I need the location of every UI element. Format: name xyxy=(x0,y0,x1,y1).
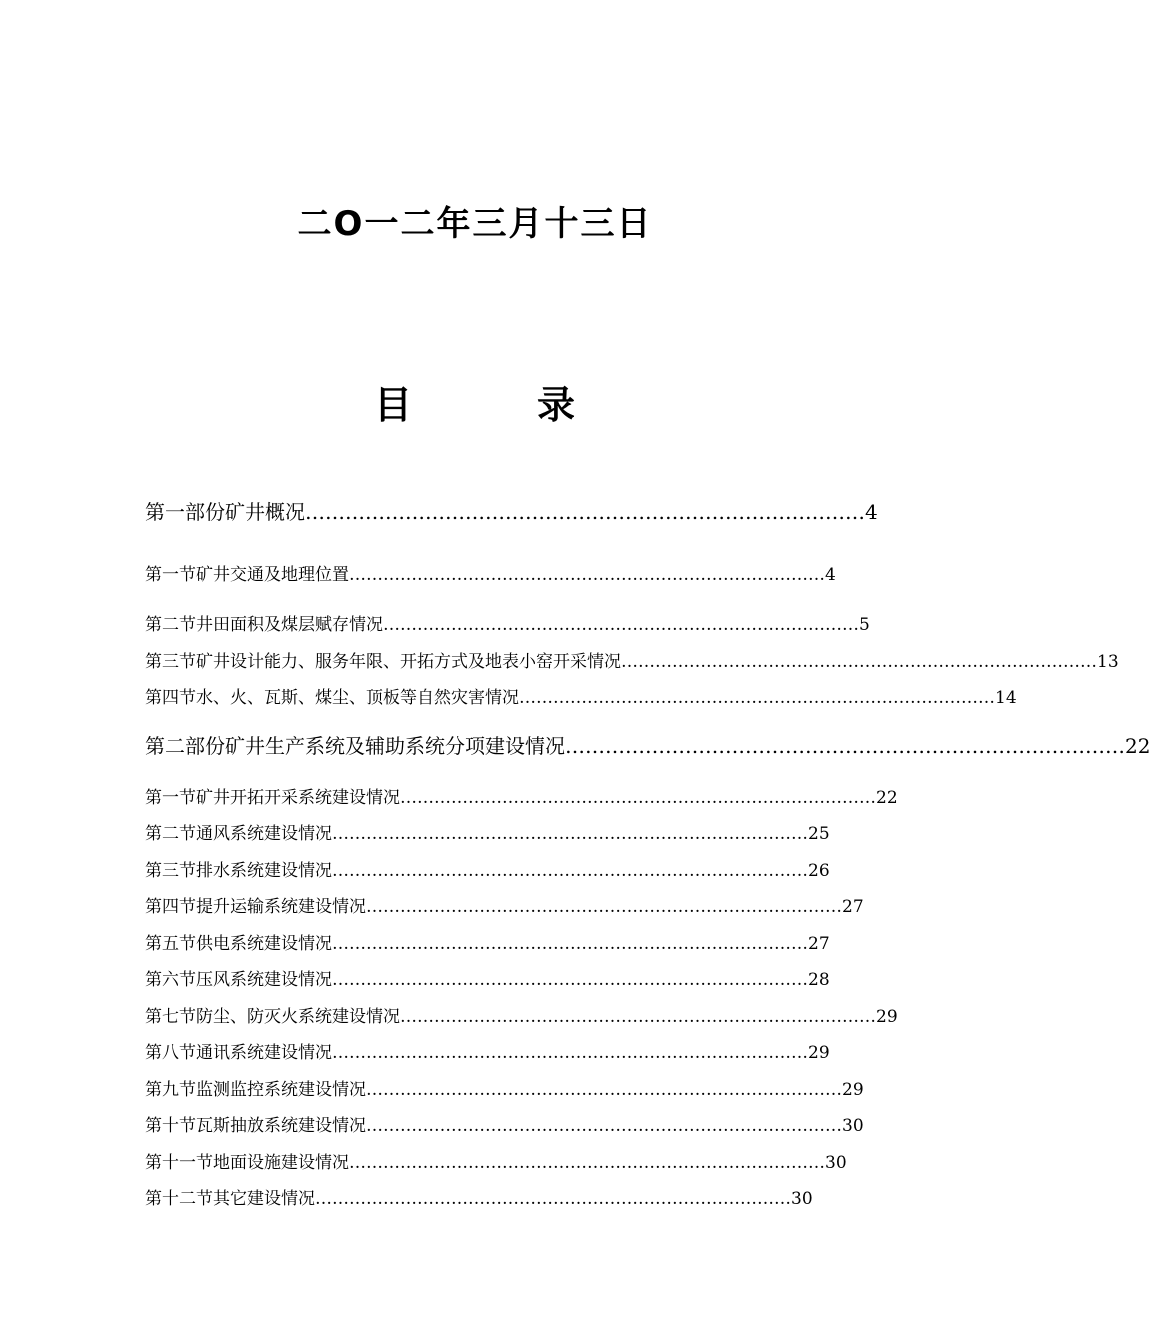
toc-leader-dots: ………………………………………………………………………… xyxy=(315,1189,791,1209)
toc-entry-title: 矿井概况 xyxy=(225,500,305,524)
toc-page-number: 30 xyxy=(825,1153,847,1173)
toc-entry-title: 通讯系统建设情况 xyxy=(196,1043,332,1063)
toc-section-row xyxy=(145,786,898,810)
toc-leader-dots: ………………………………………………………………………… xyxy=(305,500,865,524)
toc-heading xyxy=(0,380,950,430)
toc-leader-dots: ………………………………………………………………………… xyxy=(332,970,808,990)
toc-page-number: 14 xyxy=(995,688,1017,708)
toc-entry-title: 其它建设情况 xyxy=(213,1189,315,1209)
toc-section-label: 第五节 xyxy=(145,934,196,954)
toc-section-row xyxy=(145,1078,864,1102)
toc-entry-title: 矿井开拓开采系统建设情况 xyxy=(196,788,400,808)
toc-section-row xyxy=(145,1005,898,1029)
toc-leader-dots: ………………………………………………………………………… xyxy=(519,688,995,708)
toc-leader-dots: ………………………………………………………………………… xyxy=(349,565,825,585)
toc-section-row xyxy=(145,613,870,637)
toc-section-label: 第三节 xyxy=(145,861,196,881)
toc-leader-dots: ………………………………………………………………………… xyxy=(366,1080,842,1100)
toc-entry-title: 通风系统建设情况 xyxy=(196,824,332,844)
toc-section-label: 第四节 xyxy=(145,688,196,708)
toc-page-number: 13 xyxy=(1097,652,1119,672)
document-date-title: 二O一二年三月十三日 xyxy=(297,204,653,244)
toc-section-row xyxy=(145,650,1119,674)
toc-part-label: 第一部份 xyxy=(145,500,225,524)
toc-leader-dots: ………………………………………………………………………… xyxy=(621,652,1097,672)
toc-section-label: 第十一节 xyxy=(145,1153,213,1173)
toc-page-number: 30 xyxy=(842,1116,864,1136)
toc-leader-dots: ………………………………………………………………………… xyxy=(349,1153,825,1173)
toc-leader-dots: ………………………………………………………………………… xyxy=(332,861,808,881)
toc-entry-title: 地面设施建设情况 xyxy=(213,1153,349,1173)
toc-section-label: 第十节 xyxy=(145,1116,196,1136)
toc-section-row xyxy=(145,968,830,992)
toc-entry-title: 矿井生产系统及辅助系统分项建设情况 xyxy=(225,734,565,758)
toc-page-number: 26 xyxy=(808,861,830,881)
toc-page-number: 22 xyxy=(876,788,898,808)
toc-section-label: 第一节 xyxy=(145,788,196,808)
toc-section-label: 第二节 xyxy=(145,615,196,635)
toc-leader-dots: ………………………………………………………………………… xyxy=(383,615,859,635)
toc-leader-dots: ………………………………………………………………………… xyxy=(400,788,876,808)
toc-leader-dots: ………………………………………………………………………… xyxy=(565,734,1125,758)
toc-page-number: 25 xyxy=(808,824,830,844)
toc-page-number: 29 xyxy=(808,1043,830,1063)
toc-section-row xyxy=(145,932,830,956)
toc-section-label: 第六节 xyxy=(145,970,196,990)
toc-page-number: 4 xyxy=(865,500,878,524)
toc-entry-title: 压风系统建设情况 xyxy=(196,970,332,990)
toc-section-row xyxy=(145,1114,864,1138)
toc-entry-title: 提升运输系统建设情况 xyxy=(196,897,366,917)
toc-heading-char-2: 录 xyxy=(537,383,576,427)
toc-entry-title: 矿井设计能力、服务年限、开拓方式及地表小窑开采情况 xyxy=(196,652,621,672)
toc-part-1 xyxy=(145,500,878,524)
toc-page-number: 4 xyxy=(825,565,836,585)
toc-leader-dots: ………………………………………………………………………… xyxy=(332,934,808,954)
toc-section-label: 第四节 xyxy=(145,897,196,917)
toc-page-number: 29 xyxy=(876,1007,898,1027)
toc-section-row xyxy=(145,895,864,919)
toc-leader-dots: ………………………………………………………………………… xyxy=(332,824,808,844)
toc-section-row xyxy=(145,1151,847,1175)
toc-entry-title: 防尘、防灭火系统建设情况 xyxy=(196,1007,400,1027)
toc-entry-title: 供电系统建设情况 xyxy=(196,934,332,954)
toc-section-row xyxy=(145,686,1017,710)
toc-section-label: 第一节 xyxy=(145,565,196,585)
toc-page-number: 28 xyxy=(808,970,830,990)
toc-section-row xyxy=(145,822,830,846)
toc-page-number: 30 xyxy=(791,1189,813,1209)
toc-section-label: 第三节 xyxy=(145,652,196,672)
toc-section-row xyxy=(145,859,830,883)
toc-part-label: 第二部份 xyxy=(145,734,225,758)
toc-entry-title: 监测监控系统建设情况 xyxy=(196,1080,366,1100)
toc-page-number: 29 xyxy=(842,1080,864,1100)
toc-section-label: 第八节 xyxy=(145,1043,196,1063)
toc-page-number: 27 xyxy=(842,897,864,917)
toc-section-row xyxy=(145,563,836,587)
toc-entry-title: 水、火、瓦斯、煤尘、顶板等自然灾害情况 xyxy=(196,688,519,708)
toc-page-number: 27 xyxy=(808,934,830,954)
toc-part-2 xyxy=(145,734,1150,758)
toc-section-label: 第七节 xyxy=(145,1007,196,1027)
toc-entry-title: 矿井交通及地理位置 xyxy=(196,565,349,585)
toc-section-label: 第九节 xyxy=(145,1080,196,1100)
toc-section-label: 第十二节 xyxy=(145,1189,213,1209)
toc-entry-title: 瓦斯抽放系统建设情况 xyxy=(196,1116,366,1136)
toc-leader-dots: ………………………………………………………………………… xyxy=(366,897,842,917)
toc-page-number: 5 xyxy=(859,615,870,635)
toc-leader-dots: ………………………………………………………………………… xyxy=(400,1007,876,1027)
toc-section-row xyxy=(145,1041,830,1065)
toc-heading-char-1: 目 xyxy=(374,383,413,427)
toc-leader-dots: ………………………………………………………………………… xyxy=(366,1116,842,1136)
toc-entry-title: 井田面积及煤层赋存情况 xyxy=(196,615,383,635)
toc-page-number: 22 xyxy=(1125,734,1150,758)
toc-entry-title: 排水系统建设情况 xyxy=(196,861,332,881)
toc-leader-dots: ………………………………………………………………………… xyxy=(332,1043,808,1063)
toc-section-row xyxy=(145,1187,813,1211)
toc-section-label: 第二节 xyxy=(145,824,196,844)
